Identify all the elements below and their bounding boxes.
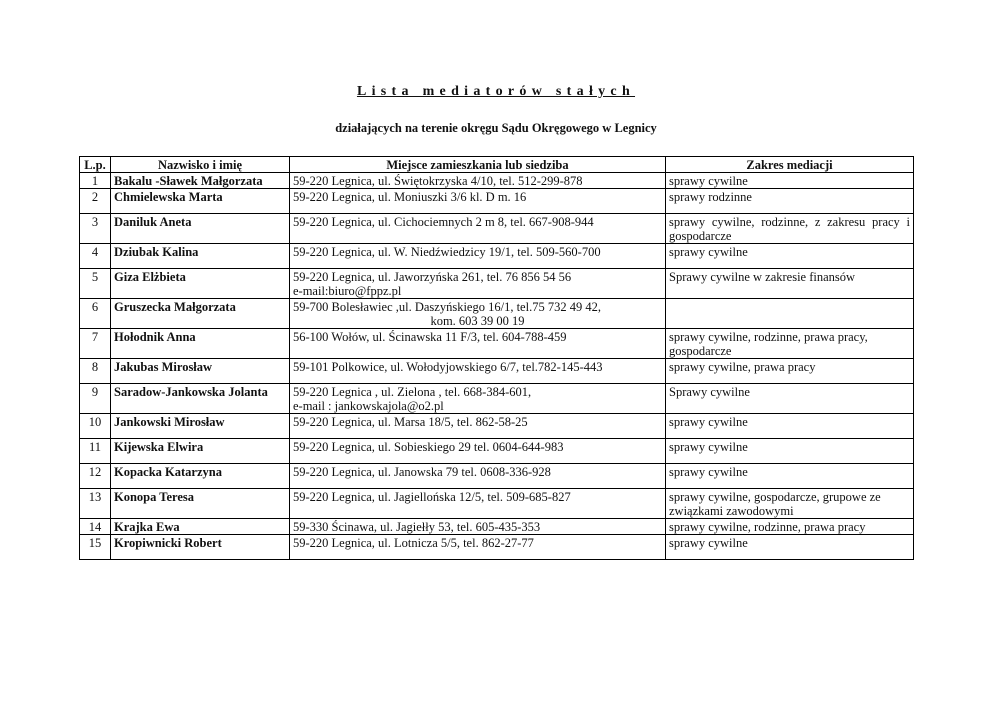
row-lp: 2 [80, 189, 111, 214]
row-place [290, 299, 666, 329]
row-lp: 10 [80, 414, 111, 439]
table-row [80, 269, 914, 299]
row-place [290, 384, 666, 414]
row-name: Dziubak Kalina [111, 244, 290, 269]
table-row [80, 439, 914, 464]
table-row [80, 414, 914, 439]
row-scope: sprawy rodzinne [666, 189, 914, 214]
row-place: 59-101 Polkowice, ul. Wołodyjowskiego 6/7, tel.782-145-443 [290, 359, 666, 384]
row-name: Chmielewska Marta [111, 189, 290, 214]
row-place: 59-220 Legnica, ul. Cichociemnych 2 m 8, tel. 667-908-944 [290, 214, 666, 244]
row-lp: 6 [80, 299, 111, 329]
table-row [80, 299, 914, 329]
row-lp: 8 [80, 359, 111, 384]
row-scope: sprawy cywilne, prawa pracy [666, 359, 914, 384]
row-place: 59-220 Legnica, ul. W. Niedźwiedzicy 19/1, tel. 509-560-700 [290, 244, 666, 269]
row-lp: 9 [80, 384, 111, 414]
row-lp: 7 [80, 329, 111, 359]
row-name: Kijewska Elwira [111, 439, 290, 464]
row-scope: sprawy cywilne [666, 535, 914, 560]
row-place: 59-330 Ścinawa, ul. Jagiełły 53, tel. 605-435-353 [290, 519, 666, 535]
table-header-row [80, 157, 914, 173]
row-scope: sprawy cywilne, rodzinne, prawa pracy, gospodarcze [666, 329, 914, 359]
row-scope: Sprawy cywilne [666, 384, 914, 414]
row-name: Jankowski Mirosław [111, 414, 290, 439]
row-name: Giza Elżbieta [111, 269, 290, 299]
row-scope: sprawy cywilne, gospodarcze, grupowe ze związkami zawodowymi [666, 489, 914, 519]
table-row [80, 244, 914, 269]
table-row [80, 519, 914, 535]
row-lp: 4 [80, 244, 111, 269]
row-email: e-mail : jankowskajola@o2.pl [293, 399, 444, 413]
row-scope: sprawy cywilne [666, 414, 914, 439]
header-scope: Zakres mediacji [666, 157, 914, 173]
row-place: 59-220 Legnica, ul. Lotnicza 5/5, tel. 862-27-77 [290, 535, 666, 560]
row-name: Daniluk Aneta [111, 214, 290, 244]
row-name: Kropiwnicki Robert [111, 535, 290, 560]
header-place: Miejsce zamieszkania lub siedziba [290, 157, 666, 173]
row-lp: 15 [80, 535, 111, 560]
row-place: 59-220 Legnica, ul. Świętokrzyska 4/10, tel. 512-299-878 [290, 173, 666, 189]
document-subtitle: działających na terenie okręgu Sądu Okręgowego w Legnicy [335, 121, 657, 135]
row-place: 59-220 Legnica, ul. Janowska 79 tel. 0608-336-928 [290, 464, 666, 489]
row-phone: kom. 603 39 00 19 [430, 314, 525, 328]
table-row [80, 464, 914, 489]
table-row [80, 214, 914, 244]
row-lp: 13 [80, 489, 111, 519]
table-row [80, 189, 914, 214]
row-scope: sprawy cywilne [666, 464, 914, 489]
row-name: Kopacka Katarzyna [111, 464, 290, 489]
row-scope [666, 299, 914, 329]
table-row [80, 384, 914, 414]
table-row [80, 359, 914, 384]
table-row [80, 535, 914, 560]
row-lp: 3 [80, 214, 111, 244]
row-name: Krajka Ewa [111, 519, 290, 535]
row-place: 59-220 Legnica, ul. Jagiellońska 12/5, tel. 509-685-827 [290, 489, 666, 519]
row-place [290, 269, 666, 299]
table-row [80, 489, 914, 519]
row-name: Bakalu -Sławek Małgorzata [111, 173, 290, 189]
row-name: Saradow-Jankowska Jolanta [111, 384, 290, 414]
row-name: Gruszecka Małgorzata [111, 299, 290, 329]
row-scope: Sprawy cywilne w zakresie finansów [666, 269, 914, 299]
row-lp: 14 [80, 519, 111, 535]
row-place-line: 59-700 Bolesławiec ,ul. Daszyńskiego 16/1, tel.75 732 49 42, [293, 300, 601, 314]
row-scope: sprawy cywilne [666, 244, 914, 269]
row-email: e-mail:biuro@fppz.pl [293, 284, 402, 298]
header-name: Nazwisko i imię [111, 157, 290, 173]
header-lp: L.p. [80, 157, 111, 173]
row-name: Konopa Teresa [111, 489, 290, 519]
row-place: 59-220 Legnica, ul. Sobieskiego 29 tel. 0604-644-983 [290, 439, 666, 464]
row-place: 56-100 Wołów, ul. Ścinawska 11 F/3, tel. 604-788-459 [290, 329, 666, 359]
row-scope: sprawy cywilne, rodzinne, prawa pracy [666, 519, 914, 535]
row-place-line: 59-220 Legnica , ul. Zielona , tel. 668-384-601, [293, 385, 532, 399]
row-scope: sprawy cywilne [666, 173, 914, 189]
row-lp: 5 [80, 269, 111, 299]
row-scope: sprawy cywilne, rodzinne, z zakresu pracy i gospodarcze [666, 214, 914, 244]
row-scope: sprawy cywilne [666, 439, 914, 464]
row-name: Hołodnik Anna [111, 329, 290, 359]
document-title: Lista mediatorów stałych [356, 84, 636, 99]
row-place: 59-220 Legnica, ul. Marsa 18/5, tel. 862-58-25 [290, 414, 666, 439]
mediators-table [79, 156, 914, 560]
row-place-line: 59-220 Legnica, ul. Jaworzyńska 261, tel. 76 856 54 56 [293, 270, 572, 284]
table-row [80, 329, 914, 359]
table-row [80, 173, 914, 189]
row-name: Jakubas Mirosław [111, 359, 290, 384]
row-lp: 12 [80, 464, 111, 489]
row-lp: 1 [80, 173, 111, 189]
row-place: 59-220 Legnica, ul. Moniuszki 3/6 kl. D m. 16 [290, 189, 666, 214]
row-lp: 11 [80, 439, 111, 464]
